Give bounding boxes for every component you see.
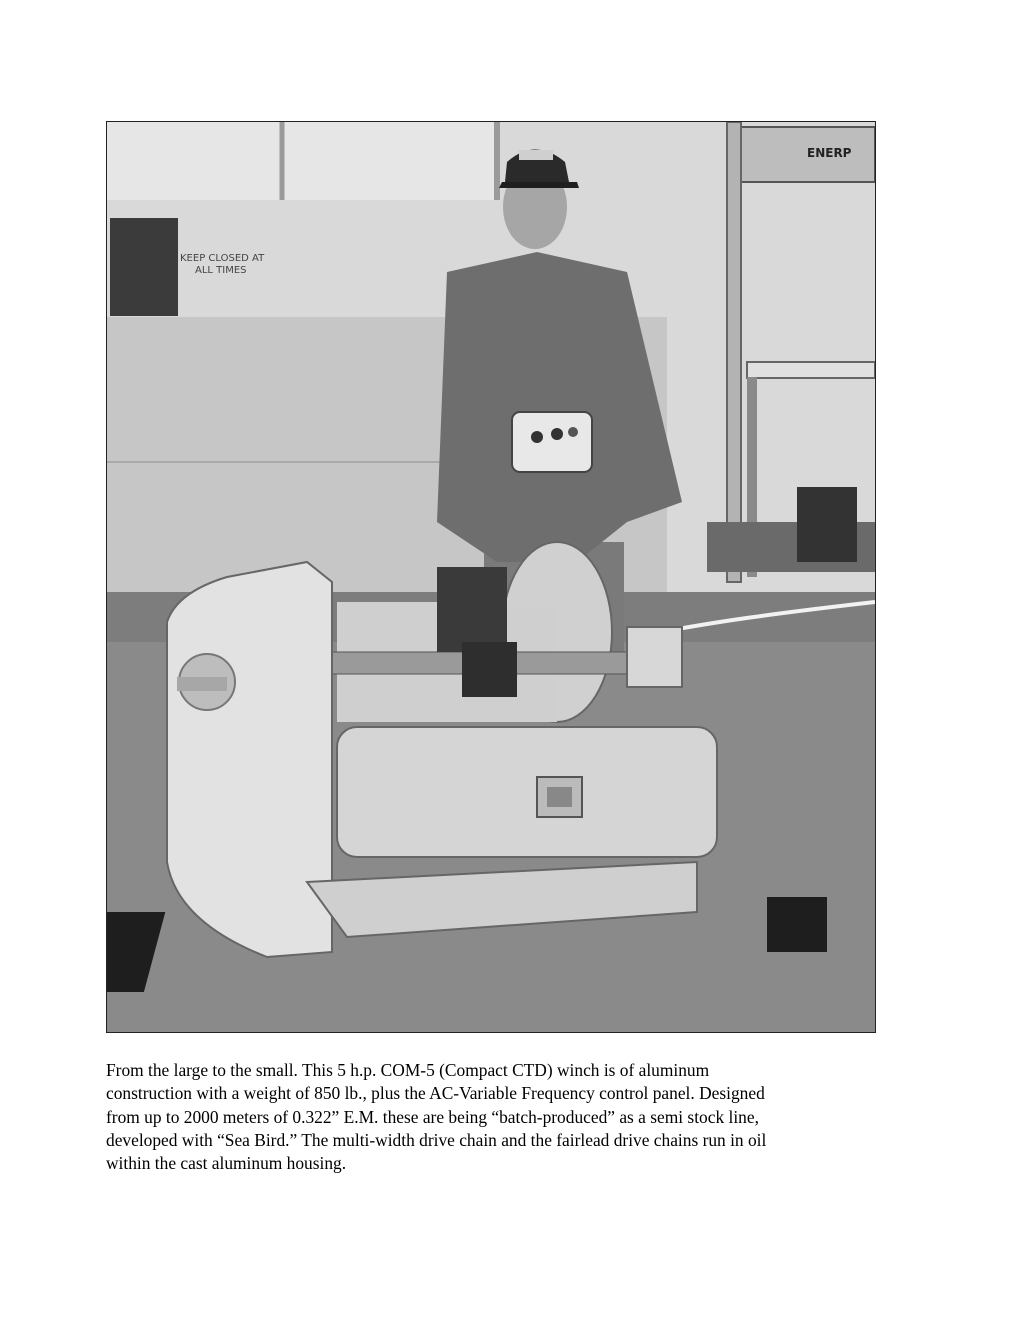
winch-photo <box>106 121 876 1033</box>
window <box>107 122 497 200</box>
caption-line: from up to 2000 meters of 0.322” E.M. these are being “batch-produced” as a semi stock line, <box>106 1106 759 1127</box>
control-pendant <box>512 412 592 472</box>
caption-line: within the cast aluminum housing. <box>106 1153 347 1174</box>
gear-housing <box>167 562 332 957</box>
wall-sign-line1: KEEP CLOSED AT <box>180 253 265 264</box>
photo-caption <box>106 1059 886 1175</box>
fairlead-motor <box>437 567 507 652</box>
winch-photo-illustration <box>107 122 875 1032</box>
caption-line: developed with “Sea Bird.” The multi-width drive chain and the fairlead drive chains run in oil <box>106 1129 767 1150</box>
press-brand-label: ENERP <box>807 146 852 160</box>
caption-line: From the large to the small. This 5 h.p. COM-5 (Compact CTD) winch is of aluminum <box>106 1060 710 1080</box>
wall-vent <box>110 218 178 316</box>
press-head <box>737 127 875 182</box>
electric-motor <box>337 727 717 857</box>
wall-sign-line2: ALL TIMES <box>195 265 247 276</box>
caption-line: construction with a weight of 850 lb., plus the AC-Variable Frequency control panel. Designed <box>106 1083 765 1104</box>
